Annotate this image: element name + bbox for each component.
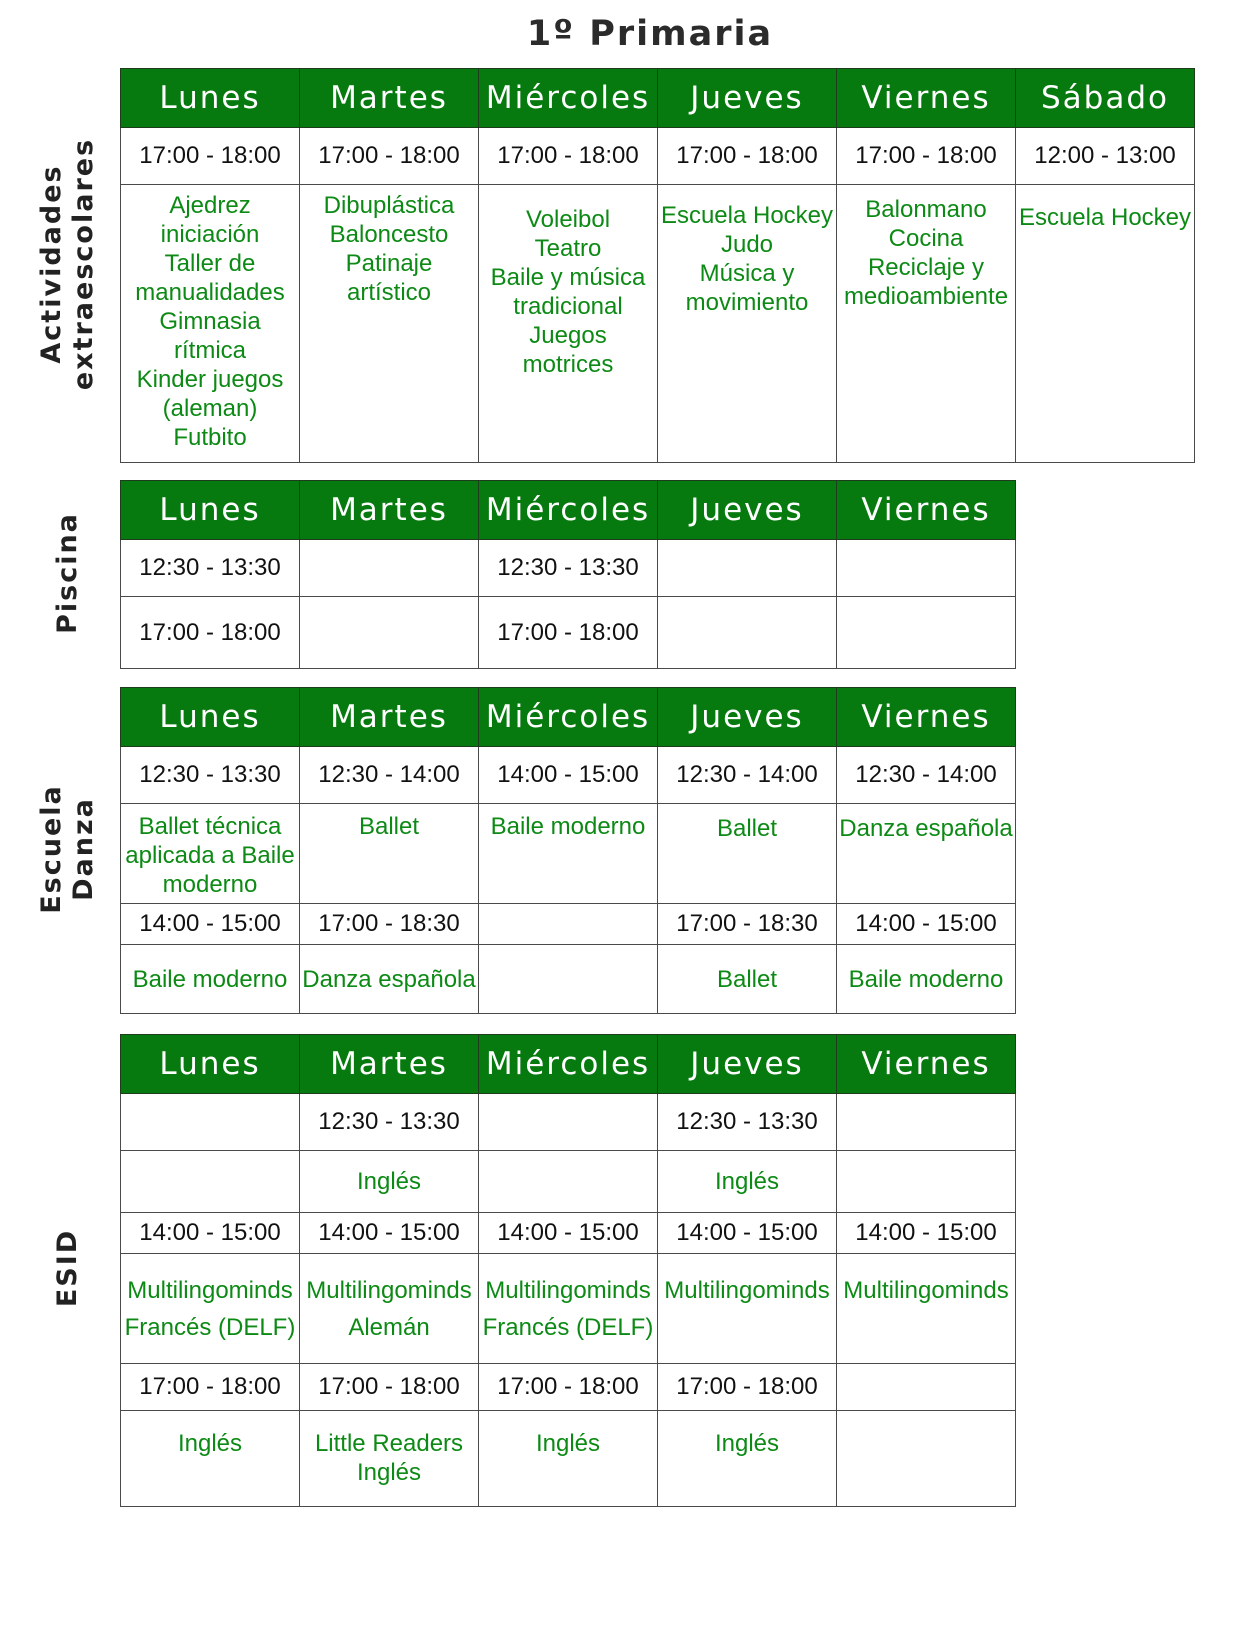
day-header: Martes xyxy=(300,688,479,747)
day-header: Jueves xyxy=(658,688,837,747)
activities-cell xyxy=(479,945,658,1014)
time-cell: 17:00 - 18:00 xyxy=(121,597,300,669)
activity-label: Alemán xyxy=(348,1314,430,1341)
time-cell: 12:30 - 14:00 xyxy=(837,747,1016,804)
time-cell xyxy=(837,1364,1016,1411)
time-cell: 14:00 - 15:00 xyxy=(479,1213,658,1254)
activities-cell xyxy=(658,1254,837,1364)
activities-cell xyxy=(121,1411,300,1507)
day-header: Martes xyxy=(300,481,479,540)
activities-cell xyxy=(121,804,300,904)
activity-label: Little Readers Inglés xyxy=(314,1430,464,1486)
activities-cell xyxy=(300,945,479,1014)
activity-label: Francés (DELF) xyxy=(482,1314,654,1341)
activity-label: Judo xyxy=(720,231,774,258)
activity-label: Inglés xyxy=(714,1430,780,1457)
section-label-danza xyxy=(18,687,118,1010)
activity-label: Multilingominds xyxy=(843,1277,1009,1304)
activities-cell xyxy=(300,1151,479,1213)
section-label-text: Piscina xyxy=(52,511,84,634)
activities-cell xyxy=(658,1151,837,1213)
time-cell: 12:30 - 14:00 xyxy=(658,747,837,804)
day-header-row xyxy=(121,69,1195,128)
activities-row xyxy=(121,1151,1016,1213)
time-cell xyxy=(121,1094,300,1151)
day-header: Sábado xyxy=(1016,69,1195,128)
day-header: Martes xyxy=(300,1035,479,1094)
time-cell: 12:30 - 13:30 xyxy=(121,540,300,597)
time-cell: 17:00 - 18:00 xyxy=(121,1364,300,1411)
day-header-row xyxy=(121,481,1016,540)
time-cell xyxy=(658,540,837,597)
activities-cell xyxy=(658,804,837,904)
activity-label: Multilingominds xyxy=(485,1277,651,1304)
time-row xyxy=(121,1364,1016,1411)
activity-label: Baile y música tradicional xyxy=(490,264,646,320)
time-cell xyxy=(658,597,837,669)
activity-label: Kinder juegos (aleman) xyxy=(136,366,284,422)
danza-table xyxy=(120,687,1016,1014)
time-cell: 17:00 - 18:00 xyxy=(300,1364,479,1411)
time-cell xyxy=(300,597,479,669)
activities-cell xyxy=(479,1254,658,1364)
activity-label: Escuela Hockey xyxy=(1018,204,1192,231)
activities-cell xyxy=(300,185,479,463)
activities-row xyxy=(121,185,1195,463)
time-cell: 17:00 - 18:00 xyxy=(479,128,658,185)
activity-label: Inglés xyxy=(356,1168,422,1195)
activity-label: Multilingominds xyxy=(306,1277,472,1304)
activities-row xyxy=(121,1411,1016,1507)
section-label-text: Actividades extraescolares xyxy=(36,137,99,391)
activity-label: Patinaje artístico xyxy=(345,250,433,306)
section-label-esid xyxy=(18,1034,118,1501)
day-header: Martes xyxy=(300,69,479,128)
activities-cell xyxy=(837,945,1016,1014)
time-cell xyxy=(300,540,479,597)
day-header: Miércoles xyxy=(479,688,658,747)
activity-label: Juegos motrices xyxy=(522,322,614,378)
activities-cell xyxy=(1016,185,1195,463)
activity-label: Multilingominds xyxy=(664,1277,830,1304)
time-row xyxy=(121,597,1016,669)
activities-row xyxy=(121,804,1016,904)
activities-cell xyxy=(300,1254,479,1364)
day-header-row xyxy=(121,688,1016,747)
activities-cell xyxy=(479,804,658,904)
time-row xyxy=(121,540,1016,597)
activity-label: Voleibol xyxy=(525,206,611,233)
activities-cell xyxy=(658,1411,837,1507)
day-header: Lunes xyxy=(121,688,300,747)
time-row xyxy=(121,1094,1016,1151)
activities-cell xyxy=(837,1254,1016,1364)
activities-cell xyxy=(837,1411,1016,1507)
activity-label: Taller de manualidades xyxy=(135,250,285,306)
time-cell: 17:00 - 18:00 xyxy=(837,128,1016,185)
activity-label: Gimnasia rítmica xyxy=(159,308,261,364)
activity-label: Baile moderno xyxy=(848,965,1004,993)
time-cell: 17:00 - 18:00 xyxy=(479,1364,658,1411)
day-header-row xyxy=(121,1035,1016,1094)
time-cell: 12:30 - 13:30 xyxy=(300,1094,479,1151)
day-header: Jueves xyxy=(658,69,837,128)
time-cell: 17:00 - 18:00 xyxy=(300,128,479,185)
time-cell: 12:30 - 14:00 xyxy=(300,747,479,804)
activities-cell xyxy=(837,804,1016,904)
day-header: Jueves xyxy=(658,1035,837,1094)
activity-label: Inglés xyxy=(177,1430,243,1457)
activity-label: Ballet técnica aplicada a Baile moderno xyxy=(125,813,295,898)
activity-label: Reciclaje y medioambiente xyxy=(843,254,1009,310)
activity-label: Música y movimiento xyxy=(685,260,809,316)
time-cell: 14:00 - 15:00 xyxy=(121,1213,300,1254)
section-label-actividades xyxy=(18,68,118,460)
page-title: 1º Primaria xyxy=(526,14,774,54)
activities-cell xyxy=(121,945,300,1014)
time-cell: 14:00 - 15:00 xyxy=(300,1213,479,1254)
activity-label: Ballet xyxy=(716,965,778,993)
time-cell: 17:00 - 18:00 xyxy=(658,128,837,185)
day-header: Lunes xyxy=(121,1035,300,1094)
activities-row xyxy=(121,1254,1016,1364)
activities-cell xyxy=(837,1151,1016,1213)
activities-cell xyxy=(121,185,300,463)
time-cell: 14:00 - 15:00 xyxy=(837,904,1016,945)
activity-label: Baile moderno xyxy=(132,965,288,993)
time-cell: 17:00 - 18:00 xyxy=(658,1364,837,1411)
activity-label: Teatro xyxy=(534,235,602,262)
time-cell: 12:00 - 13:00 xyxy=(1016,128,1195,185)
section-label-text: Escuela Danza xyxy=(36,783,99,914)
time-cell: 12:30 - 13:30 xyxy=(479,540,658,597)
activity-label: Futbito xyxy=(173,424,247,451)
activity-label: Danza española xyxy=(302,965,476,993)
section-label-text: ESID xyxy=(51,1228,83,1307)
time-cell xyxy=(837,540,1016,597)
time-cell xyxy=(479,1094,658,1151)
activity-label: Baloncesto xyxy=(329,221,449,248)
time-cell: 17:00 - 18:00 xyxy=(121,128,300,185)
time-cell: 17:00 - 18:30 xyxy=(300,904,479,945)
time-cell: 14:00 - 15:00 xyxy=(658,1213,837,1254)
activity-label: Inglés xyxy=(714,1168,780,1195)
activity-label: Ballet xyxy=(716,815,778,842)
day-header: Lunes xyxy=(121,69,300,128)
activity-label: Ajedrez iniciación xyxy=(160,192,260,248)
activity-label: Balonmano xyxy=(865,196,987,223)
time-cell xyxy=(837,1094,1016,1151)
time-cell: 17:00 - 18:00 xyxy=(479,597,658,669)
time-cell: 12:30 - 13:30 xyxy=(121,747,300,804)
activity-label: Danza española xyxy=(839,815,1013,842)
day-header: Lunes xyxy=(121,481,300,540)
activities-cell xyxy=(300,1411,479,1507)
activities-cell xyxy=(658,185,837,463)
time-cell: 14:00 - 15:00 xyxy=(479,747,658,804)
activity-label: Multilingominds xyxy=(127,1277,293,1304)
time-cell: 14:00 - 15:00 xyxy=(837,1213,1016,1254)
time-row xyxy=(121,904,1016,945)
day-header: Viernes xyxy=(837,1035,1016,1094)
time-cell: 17:00 - 18:30 xyxy=(658,904,837,945)
day-header: Miércoles xyxy=(479,69,658,128)
activities-row xyxy=(121,945,1016,1014)
activities-cell xyxy=(121,1254,300,1364)
activity-label: Ballet xyxy=(358,813,420,840)
activities-cell xyxy=(658,945,837,1014)
time-cell: 12:30 - 13:30 xyxy=(658,1094,837,1151)
esid-table xyxy=(120,1034,1016,1507)
day-header: Miércoles xyxy=(479,1035,658,1094)
section-label-piscina xyxy=(18,480,118,665)
day-header: Jueves xyxy=(658,481,837,540)
time-row xyxy=(121,747,1016,804)
activities-cell xyxy=(479,1411,658,1507)
time-row xyxy=(121,1213,1016,1254)
day-header: Viernes xyxy=(837,688,1016,747)
day-header: Viernes xyxy=(837,481,1016,540)
time-cell xyxy=(479,904,658,945)
time-row xyxy=(121,128,1195,185)
time-cell: 14:00 - 15:00 xyxy=(121,904,300,945)
activities-cell xyxy=(479,1151,658,1213)
activity-label: Francés (DELF) xyxy=(124,1314,296,1341)
day-header: Miércoles xyxy=(479,481,658,540)
activities-cell xyxy=(837,185,1016,463)
activities-cell xyxy=(121,1151,300,1213)
activities-cell xyxy=(479,185,658,463)
time-cell xyxy=(837,597,1016,669)
activity-label: Baile moderno xyxy=(490,813,646,840)
piscina-table xyxy=(120,480,1016,669)
activities-cell xyxy=(300,804,479,904)
activity-label: Cocina xyxy=(888,225,964,252)
activity-label: Inglés xyxy=(535,1430,601,1457)
actividades-table xyxy=(120,68,1195,463)
activity-label: Escuela Hockey xyxy=(660,202,834,229)
day-header: Viernes xyxy=(837,69,1016,128)
activity-label: Dibuplástica xyxy=(323,192,455,219)
